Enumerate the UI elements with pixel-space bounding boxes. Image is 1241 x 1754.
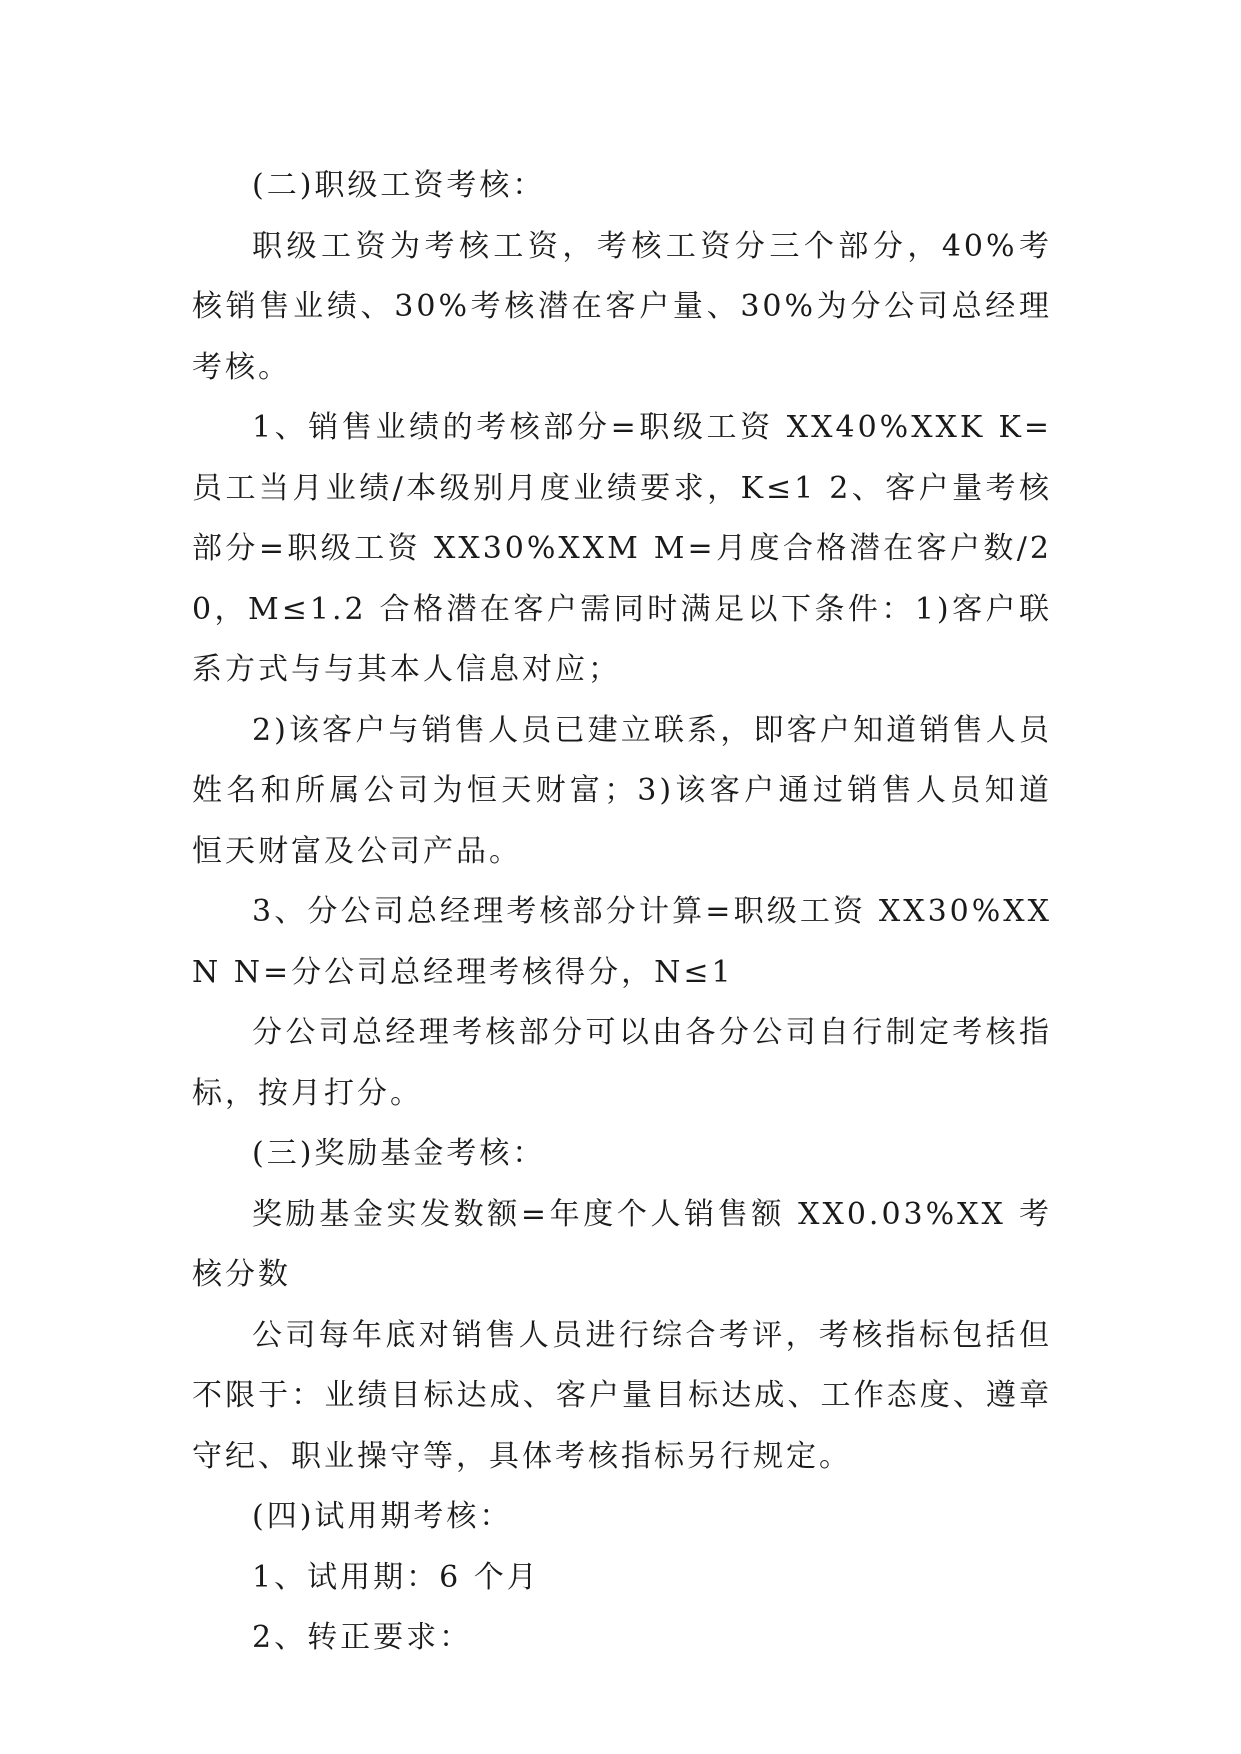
paragraph-annual-review: 公司每年底对销售人员进行综合考评，考核指标包括但不限于：业绩目标达成、客户量目标达成、工作态度、遵章守纪、职业操守等，具体考核指标另行规定。 (192, 1317, 1052, 1474)
paragraph-manager-assessment: 3、分公司总经理考核部分计算=职级工资 XX30%XXN N=分公司总经理考核得分，N≤1 (192, 894, 1052, 990)
list-item-probation-period: 1、试用期：6 个月 (252, 1559, 540, 1595)
document-body (192, 156, 1052, 1669)
section-heading-bonus-fund: (三)奖励基金考核： (252, 1136, 546, 1171)
section-heading-grade-salary: (二)职级工资考核： (252, 168, 546, 203)
list-item-confirmation-requirements: 2、转正要求： (252, 1620, 473, 1655)
paragraph-manager-indicators: 分公司总经理考核部分可以由各分公司自行制定考核指标，按月打分。 (192, 1015, 1052, 1111)
paragraph-client-conditions: 2)该客户与销售人员已建立联系，即客户知道销售人员姓名和所属公司为恒天财富；3)该客户通过销售人员知道恒天财富及公司产品。 (192, 712, 1052, 869)
paragraph-sales-performance-rule: 1、销售业绩的考核部分=职级工资 XX40%XXK K=员工当月业绩/本级别月度业绩要求，K≤1 2、客户量考核部分=职级工资 XX30%XXM M=月度合格潜在客户数/20，M≤1.2 合格潜在客户需同时满足以下条件：1)客户联系方式与与其本人信息对应； (192, 410, 1052, 687)
paragraph-bonus-formula: 奖励基金实发数额=年度个人销售额 XX0.03%XX 考核分数 (192, 1196, 1052, 1292)
section-heading-probation: (四)试用期考核： (252, 1499, 513, 1534)
paragraph-salary-composition: 职级工资为考核工资，考核工资分三个部分，40%考核销售业绩、30%考核潜在客户量、30%为分公司总经理考核。 (192, 228, 1052, 385)
